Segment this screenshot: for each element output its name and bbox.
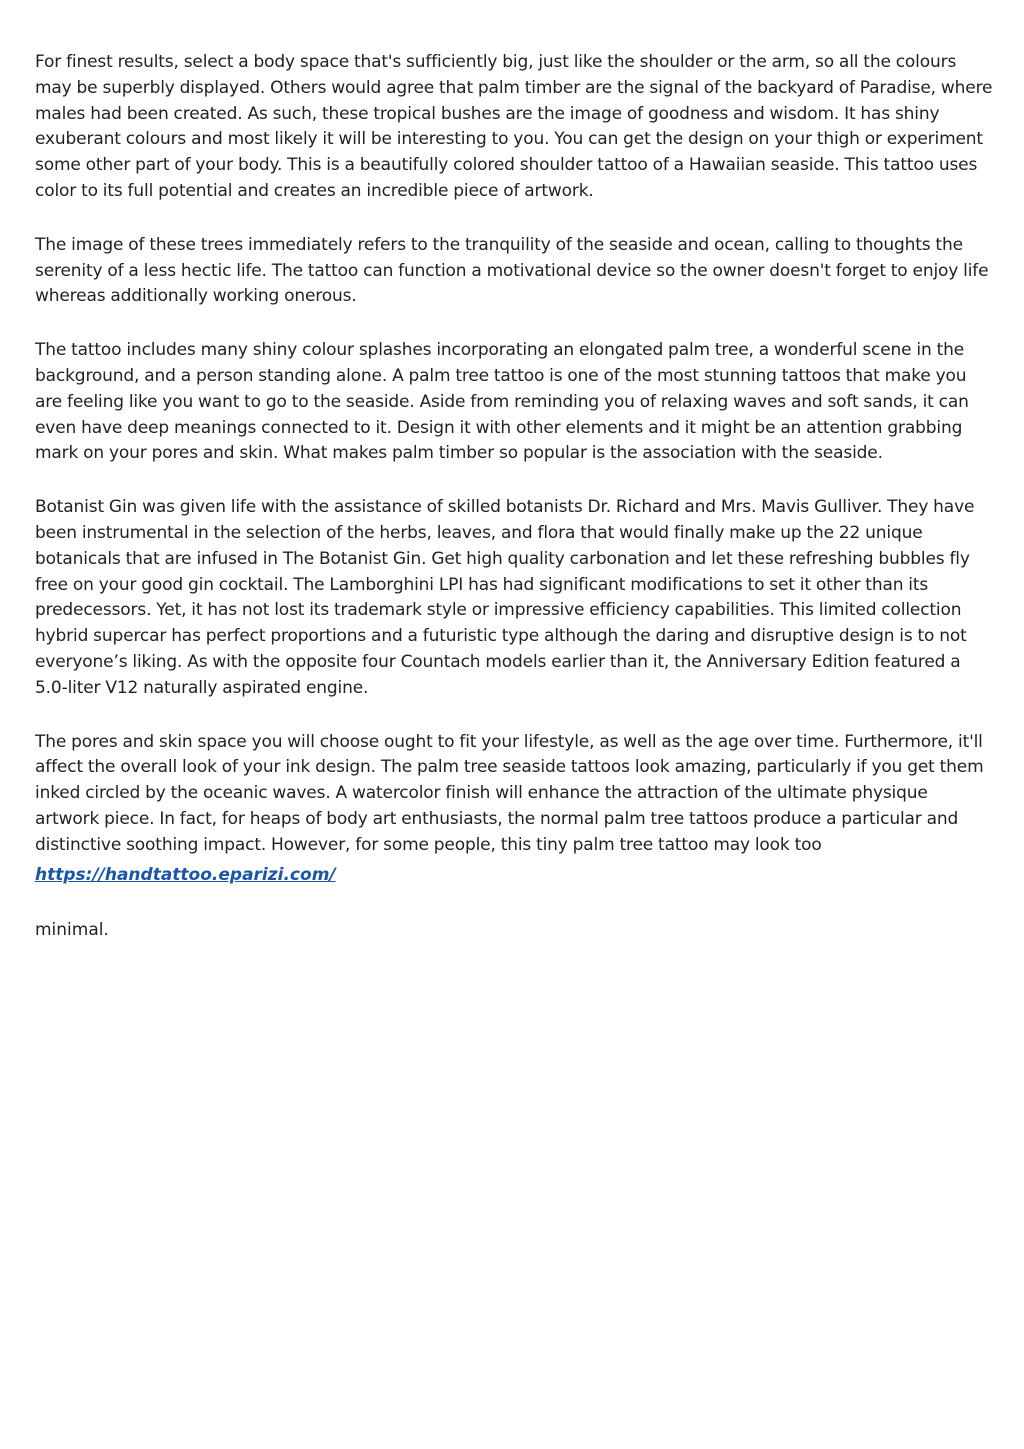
- paragraph-4: Botanist Gin was given life with the assistance of skilled botanists Dr. Richard and Mrs. Mavis Gulliver. They have been instrumental in the selection of the herbs, leaves, and flora that would finally make up the 22 unique botanicals that are infused in The Botanist Gin. Get high quality carbonation and let these refreshing bubbles fly free on your good gin cocktail. The Lamborghini LPI has had significant modifications to set it other than its predecessors. Yet, it has not lost its trademark style or impressive efficiency capabilities. This limited collection hybrid supercar has perfect proportions and a futuristic type although the daring and disruptive design is to not everyone’s liking. As with the opposite four Countach models earlier than it, the Anniversary Edition featured a 5.0-liter V12 naturally aspirated engine.: [35, 497, 975, 698]
- document-page: [35, 50, 995, 944]
- paragraph-3: The tattoo includes many shiny colour splashes incorporating an elongated palm tree, a wonderful scene in the background, and a person standing alone. A palm tree tattoo is one of the most stunning tattoos that make you are feeling like you want to go to the seaside. Aside from reminding you of relaxing waves and soft sands, it can even have deep meanings connected to it. Design it with other elements and it might be an attention grabbing mark on your pores and skin. What makes palm timber so popular is the association with the seaside.: [35, 340, 969, 464]
- closing-word: minimal.: [35, 920, 109, 941]
- handtattoo-link[interactable]: https://handtattoo.eparizi.com/: [35, 864, 336, 885]
- paragraph-1: For finest results, select a body space that's sufficiently big, just like the shoulder or the arm, so all the colours may be superbly displayed. Others would agree that palm timber are the signal of the backyard of Paradise, where males had been created. As such, these tropical bushes are the image of goodness and wisdom. It has shiny exuberant colours and most likely it will be interesting to you. You can get the design on your thigh or experiment some other part of your body. This is a beautifully colored shoulder tattoo of a Hawaiian seaside. This tattoo uses color to its full potential and creates an incredible piece of artwork.: [35, 52, 993, 201]
- paragraph-5: The pores and skin space you will choose ought to fit your lifestyle, as well as the age over time. Furthermore, it'll affect the overall look of your ink design. The palm tree seaside tattoos look amazing, particularly if you get them inked circled by the oceanic waves. A watercolor finish will enhance the attraction of the ultimate physique artwork piece. In fact, for heaps of body art enthusiasts, the normal palm tree tattoos produce a particular and distinctive soothing impact. However, for some people, this tiny palm tree tattoo may look too: [35, 731, 984, 855]
- paragraph-2: The image of these trees immediately refers to the tranquility of the seaside and ocean, calling to thoughts the serenity of a less hectic life. The tattoo can function a motivational device so the owner doesn't forget to enjoy life whereas additionally working onerous.: [35, 234, 989, 307]
